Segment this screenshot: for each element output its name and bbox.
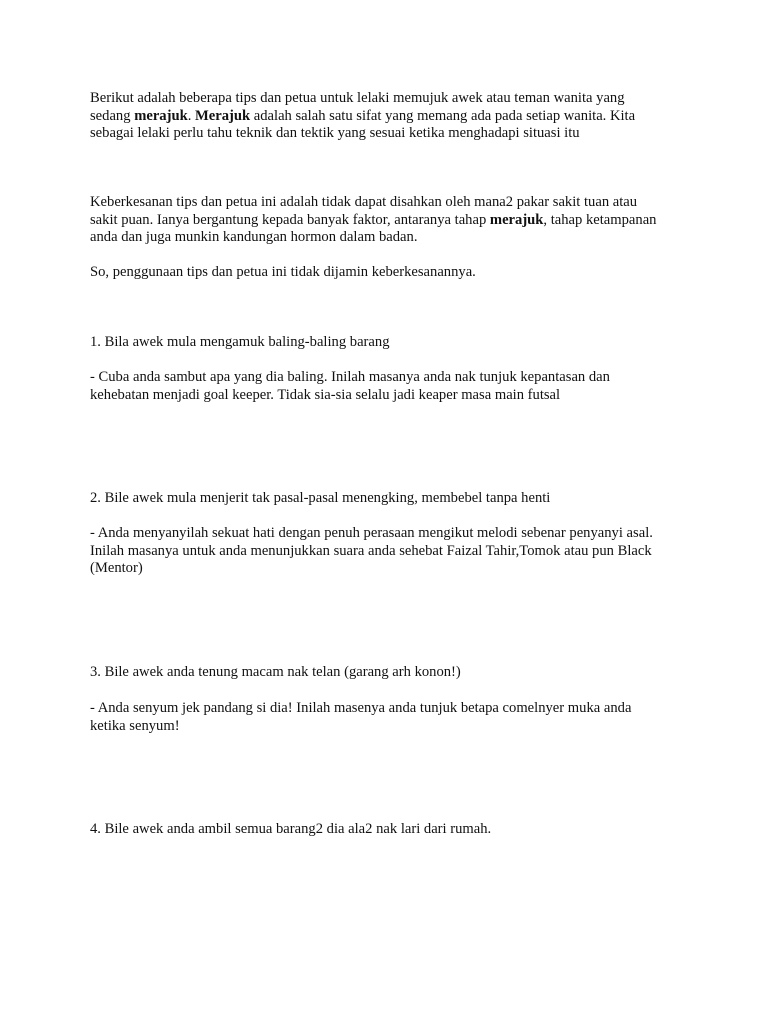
bold-term: merajuk xyxy=(489,211,544,228)
bold-term: merajuk xyxy=(134,107,188,124)
tip-3-heading xyxy=(90,664,690,682)
text-segment: . xyxy=(187,107,195,124)
text-line: Inilah masanya untuk anda menunjukkan suara anda sehebat Faizal Tahir,Tomok atau pun Black xyxy=(90,542,652,559)
text-line: kehebatan menjadi goal keeper. Tidak sia-sia selalu jadi keaper masa main futsal xyxy=(90,386,561,403)
tip-4-heading xyxy=(90,821,690,839)
text-segment: sakit puan. Ianya bergantung kepada banyak faktor, antaranya tahap xyxy=(90,211,490,228)
tip-1-heading xyxy=(90,334,690,352)
text-line: 1. Bila awek mula mengamuk baling-baling barang xyxy=(90,334,390,350)
text-line: 2. Bile awek mula menjerit tak pasal-pasal menengking, membebel tanpa henti xyxy=(90,490,551,506)
tip-2-body xyxy=(90,525,690,578)
text-line: Berikut adalah beberapa tips dan petua untuk lelaki memujuk awek atau teman wanita yang xyxy=(90,90,625,106)
bold-term: Merajuk xyxy=(195,107,251,124)
text-segment: sedang xyxy=(90,107,135,124)
text-line: 3. Bile awek anda tenung macam nak telan (garang arh konon!) xyxy=(90,664,461,680)
effectiveness-paragraph xyxy=(90,194,690,247)
disclaimer-paragraph xyxy=(90,264,690,282)
text-line xyxy=(90,212,690,230)
text-line: - Anda menyanyilah sekuat hati dengan penuh perasaan mengikut melodi sebenar penyanyi asal. xyxy=(90,525,653,541)
text-line: - Anda senyum jek pandang si dia! Inilah masenya anda tunjuk betapa comelnyer muka anda xyxy=(90,700,632,716)
text-line xyxy=(90,108,690,126)
text-line: Keberkesanan tips dan petua ini adalah tidak dapat disahkan oleh mana2 pakar sakit tuan atau xyxy=(90,194,638,210)
text-segment: , tahap ketampanan xyxy=(543,211,657,228)
text-line: - Cuba anda sambut apa yang dia baling. Inilah masanya anda nak tunjuk kepantasan dan xyxy=(90,369,610,385)
tip-3-body xyxy=(90,700,690,735)
text-line: sebagai lelaki perlu tahu teknik dan tektik yang sesuai ketika menghadapi situasi itu xyxy=(90,125,580,141)
intro-paragraph xyxy=(90,90,690,143)
text-line: (Mentor) xyxy=(90,560,143,576)
text-line: anda dan juga munkin kandungan hormon dalam badan. xyxy=(90,229,418,245)
text-line: ketika senyum! xyxy=(90,717,180,734)
text-segment: adalah salah satu sifat yang memang ada pada setiap wanita. Kita xyxy=(250,107,636,124)
tip-2-heading xyxy=(90,490,690,508)
text-line: 4. Bile awek anda ambil semua barang2 dia ala2 nak lari dari rumah. xyxy=(90,821,492,837)
tip-1-body xyxy=(90,369,690,404)
text-line: So, penggunaan tips dan petua ini tidak dijamin keberkesanannya. xyxy=(90,264,476,280)
